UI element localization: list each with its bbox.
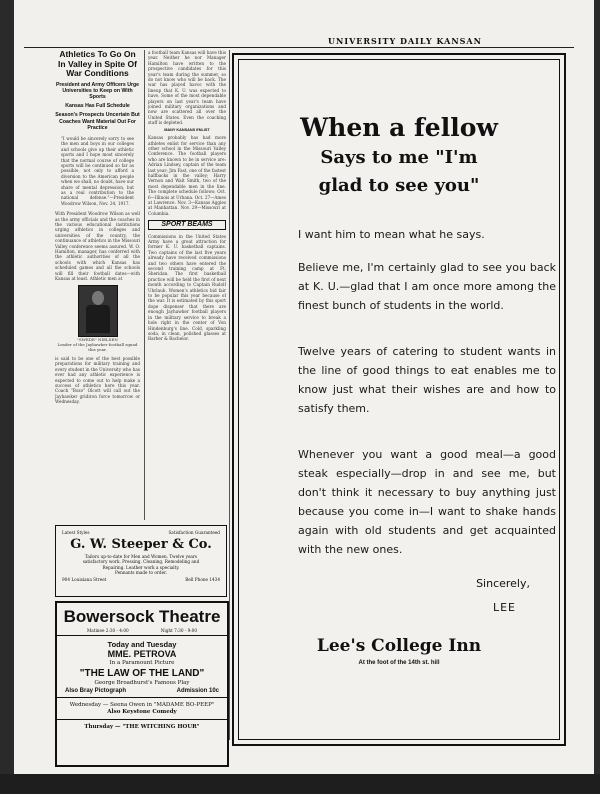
lee-paragraph-3: Twelve years of catering to student wants in the line of good things to eat enables me to know just what their wishes are and how to satisfy them.: [298, 345, 556, 415]
col2-mid-text: Kansas probably has had more athletes enlist for service than any other school in the Missouri Valley Conference. The football players who are known to be in service are: Adrian Lindsey, captain of the team last year; Jim Fast, one of the fastest halfbacks in the valley; Harry Vernon and Walt Smith, two of the most dependable men in the line. The complete schedule follows: Oct. 6—Illinois at Urbana. Oct. 27—Ames at Lawrence. Nov. 3—Kansas Aggies at Manhattan. Nov. 29—Missouri at Columbia.: [148, 135, 226, 216]
lee-headline-2: Says to me "I'm: [320, 147, 478, 168]
col2-bottom-text: Commissions in the United States Army have a great attraction for former K. U. basketball captains. Two captains of the last five years already have received commissions and two others have entered the second training camp at Ft. Sheridan. The first basketball practice will be held the first of next month according to Captain Rudolf Uhrlaub. Women's athletics bid fair to be popular this year because of the war. It is estimated by this sport dope dispenser that there are enough Jayhawker football players in the military service to break a hole right in the center of Von Hindenburg's line. Cold, sparkling soda, in clean, polished glasses at Barber & Bachelor.: [148, 233, 226, 342]
feature-title: "THE LAW OF THE LAND": [79, 668, 205, 680]
thursday-feature: Thursday — "THE WITCHING HOUR": [84, 724, 200, 731]
masthead: UNIVERSITY DAILY KANSAN: [328, 36, 482, 46]
steeper-right-note: Satisfaction Guaranteed: [168, 530, 220, 535]
also-bray: Also Bray Pictograph: [65, 688, 127, 695]
steeper-left-note: Latest Styles: [62, 530, 90, 535]
col2-top-text: a football team Kansas will have this year. Neither he nor Manager Hamilton have written to the prospective candidates for this year's team during the summer, so do not know who will be back. The war has played havoc with the lineup that K. U. was expected to have. Some of the most dependable players on last year's team have joined military organizations and now are scattered all over the United States. Even the coaching staff is depleted.: [148, 50, 226, 126]
scan-edge-bottom: [0, 774, 600, 794]
column-divider-2: [229, 50, 230, 740]
article-column-1: [55, 50, 140, 520]
wednesday-feature: Wednesday — Seena Owen in "MADAME BO-PEEP": [69, 702, 215, 709]
lee-business-name: Lee's College Inn: [316, 636, 482, 656]
photo-body: [86, 305, 110, 333]
photo-caption: "SWEDE" NIELSEN Leader of the Jayhawker football squad this year.: [57, 337, 138, 353]
steeper-phone: Bell Phone 1434: [185, 577, 220, 583]
admission-price: Admission 10c: [176, 688, 219, 695]
night-time: Night 7:30 - 9:00: [160, 628, 197, 633]
lee-paragraph-2: Believe me, I'm certainly glad to see you back at K. U.—glad that I am once more among the finest bunch of students in the world.: [298, 261, 556, 312]
lee-college-inn-ad: [232, 53, 566, 746]
bowersock-ad: [55, 601, 229, 767]
col2-subheading: MANY KANSANS ENLIST: [164, 127, 210, 132]
steeper-address: 904 Louisiana Street: [62, 577, 107, 583]
scan-edge-right: [594, 0, 600, 794]
sport-beams-heading: SPORT BEAMS: [148, 220, 226, 229]
bowersock-name: Bowersock Theatre: [63, 607, 221, 626]
lee-paragraph-1: I want him to mean what he says.: [298, 228, 485, 241]
article-body-2: is said to be one of the best possible preparations for military training and every student in the University who has ever had any athletic experience is expected to come out to help make a success of athletics here this year. Coach "Bozo" Olcott will call out the Jayhawker gridiron force tomorrow or Wednesday.: [55, 355, 140, 405]
article-subhead-3: Season's Prospects Uncertain But Coaches Want Material Out For Practice: [55, 112, 140, 131]
article-column-2: [148, 50, 226, 520]
lee-paragraph-4: Whenever you want a good meal—a good steak especially—drop in and see me, but don't think it necessary to buy anything just because you come in—I want to shake hands again with old students and get acquainted with the new ones.: [298, 448, 556, 556]
lee-headline-1: When a fellow: [300, 113, 498, 142]
star-name: MME. PETROVA: [107, 649, 177, 660]
column-divider-1: [144, 50, 145, 520]
lee-location: At the foot of the 14th st. hill: [358, 660, 440, 666]
nielsen-photo: [78, 285, 118, 337]
article-body-1: With President Woodrow Wilson as well as the army officials and the coaches in the various educational institutions urging athletics in colleges and universities of the country, the continuance of athletics in the Missouri Valley conference seems assured. W. O. Hamilton, manager, has conferred with the athletic authorities of all the schools with which Kansas has scheduled games and all the schools will fill their football dates—with Kansas at least. Athletic men at: [55, 211, 140, 282]
article-subhead-1: President and Army Officers Urge Universities to Keep on With Sports: [55, 81, 140, 100]
steeper-description: Tailors up-to-date for Men and Women. Twelve years satisfactory work. Pressing, Cleaning, Remodeling and Repairing. Leather work a specialty.: [82, 554, 200, 570]
wilson-quote: "I would be sincerely sorry to see the men and boys in our colleges and schools give up their athletic sports and I hope most sincerely that the normal course of college sports will be continued so far as possible, not only to afford a diversion to the American people when we shall, no doubt, have our share of mental depression, but as a real contribution to the national defense."—President Woodrow Wilson, Nov. 24, 1917.: [61, 135, 134, 206]
masthead-rule: [24, 47, 574, 48]
feature-play: George Broadhurst's Famous Play: [94, 680, 190, 687]
article-subhead-2: Kansas Has Full Schedule: [65, 103, 130, 110]
scan-edge-left: [0, 0, 14, 794]
lee-headline-3: glad to see you": [318, 175, 480, 196]
steeper-ad: [55, 525, 227, 597]
steeper-name: G. W. Steeper & Co.: [70, 537, 212, 553]
steeper-pennants: Pennants made to order.: [115, 569, 167, 575]
today-label: Today and Tuesday: [107, 640, 177, 650]
article-headline: Athletics To Go On In Valley in Spite Of War Conditions: [58, 50, 137, 78]
matinee-time: Matinee 2:30 - 4:00: [87, 628, 129, 633]
lee-closing: Sincerely,: [476, 577, 530, 590]
keystone-comedy: Also Keystone Comedy: [57, 709, 227, 720]
photo-head: [92, 291, 104, 305]
lee-signature: LEE: [492, 601, 516, 614]
feature-intro: In a Paramount Picture: [109, 660, 175, 667]
